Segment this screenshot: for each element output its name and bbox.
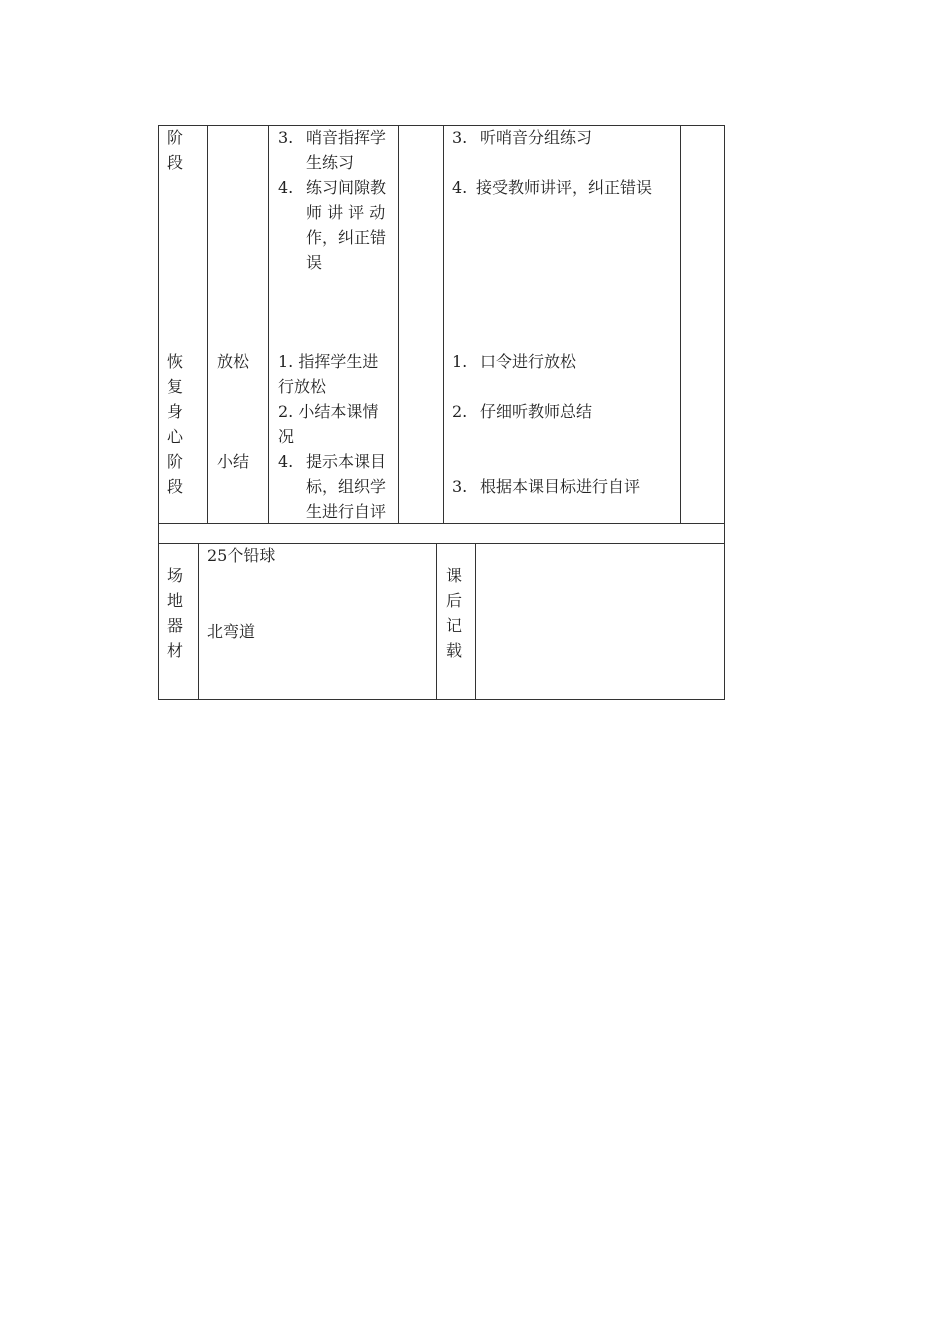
venue-item-north-curve: 北弯道 [207, 622, 256, 641]
table-right-border [724, 125, 725, 700]
table-divider [158, 523, 725, 524]
post-class-notes-label: 课 后 记 载 [445, 566, 462, 660]
table-left-border [158, 125, 159, 700]
content-summary: 小结 [217, 452, 250, 471]
table-bottom-border [158, 699, 725, 700]
stage-label: 阶 段 [166, 128, 183, 172]
venue-equipment-label: 场 地 器 材 [166, 566, 183, 660]
column-divider [268, 125, 269, 523]
column-divider [207, 125, 208, 523]
column-divider [443, 125, 444, 523]
column-divider [398, 125, 399, 523]
venue-item-shotput: 25个铅球 [207, 546, 276, 565]
column-divider [436, 543, 437, 700]
content-relax: 放松 [217, 352, 250, 371]
column-divider [475, 543, 476, 700]
table-top-border [158, 125, 725, 126]
column-divider [680, 125, 681, 523]
column-divider [198, 543, 199, 700]
stage-label-recovery: 恢 复 身 心 阶 段 [166, 352, 183, 496]
